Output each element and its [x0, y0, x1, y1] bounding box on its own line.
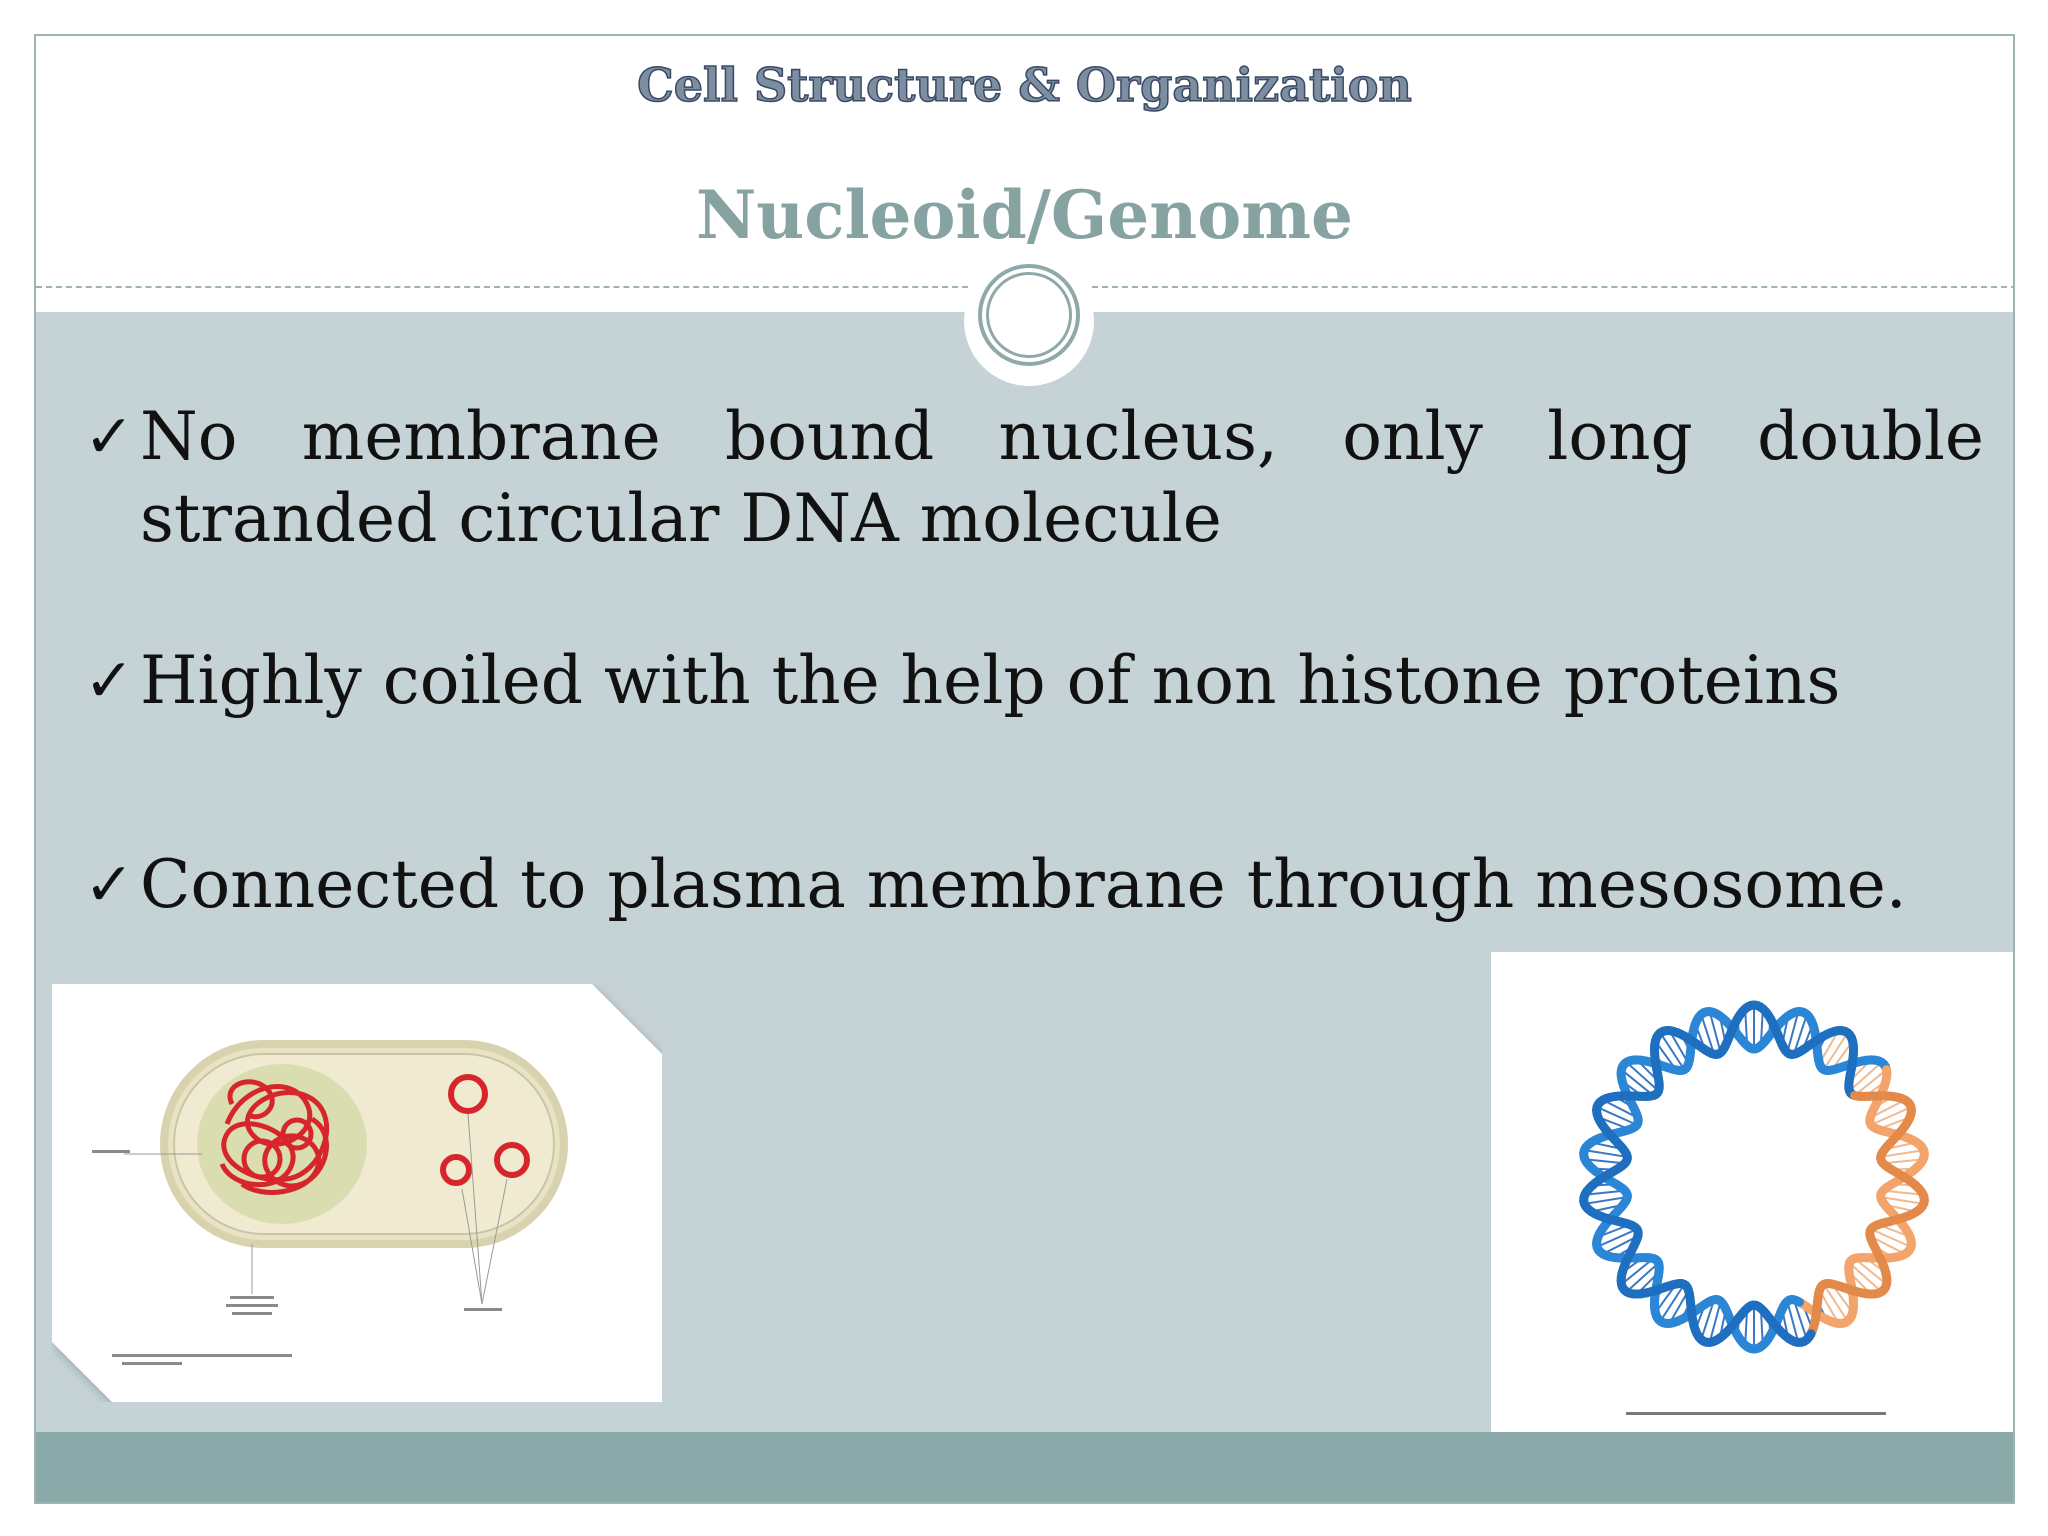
bullet-text: Highly coiled with the help of non histone proteins [140, 642, 1841, 719]
divider-line [36, 286, 968, 288]
footer-band [36, 1432, 2013, 1504]
bullet-text: Connected to plasma membrane through mesosome. [140, 846, 1907, 923]
bullet-item [84, 844, 1984, 926]
bullet-item [84, 396, 1984, 560]
check-icon: ✓ [84, 646, 135, 716]
check-icon: ✓ [84, 402, 135, 472]
section-title: Cell Structure & Organization [637, 58, 1412, 112]
slide [34, 34, 2015, 1504]
bacterial-cell-diagram [52, 984, 662, 1402]
slide-title: Nucleoid/Genome [695, 176, 1354, 254]
bullet-text: No membrane bound nucleus, only long double stranded circular DNA molecule [140, 398, 1984, 557]
circular-dna-illustration [1491, 952, 2015, 1432]
bullet-item [84, 640, 1984, 722]
divider-line [1092, 286, 2015, 288]
ornament-ring-inner [986, 272, 1072, 358]
check-icon: ✓ [84, 850, 135, 920]
dna-strand [1900, 1174, 1904, 1177]
